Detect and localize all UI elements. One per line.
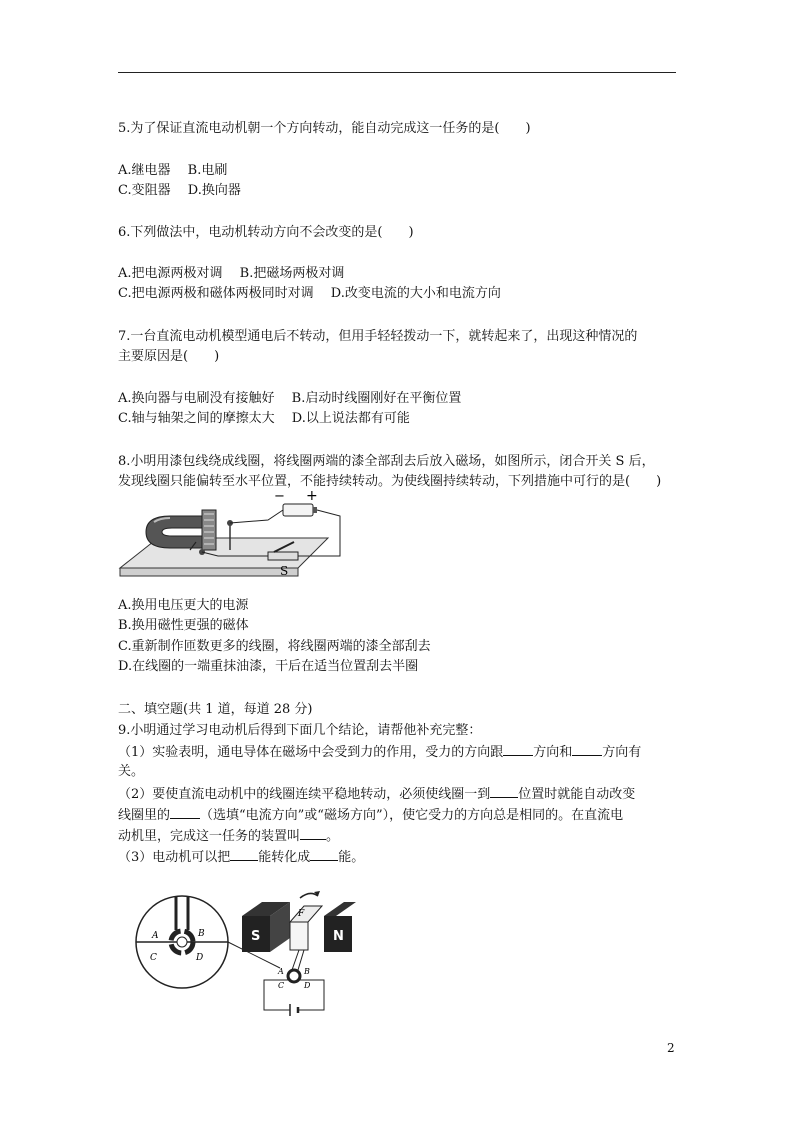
q9-part3-text-a: （3）电动机可以把 bbox=[118, 850, 231, 865]
answer-blank[interactable] bbox=[300, 827, 326, 840]
q9-part2-line2 bbox=[118, 806, 623, 824]
q8-option-c: C.重新制作匝数更多的线圈，将线圈两端的漆全部刮去 bbox=[118, 639, 431, 654]
q6-stem: 6.下列做法中，电动机转动方向不会改变的是( ) bbox=[118, 225, 414, 240]
answer-blank[interactable] bbox=[170, 806, 200, 819]
q5-stem: 5.为了保证直流电动机朝一个方向转动，能自动完成这一任务的是( ) bbox=[118, 121, 531, 136]
q7-stem-line2: 主要原因是( ) bbox=[118, 349, 220, 364]
q6-option-cd: C.把电源两极和磁体两极同时对调 D.改变电流的大小和电流方向 bbox=[118, 286, 501, 301]
q9-part3-line bbox=[118, 848, 364, 866]
q8-option-d: D.在线圈的一端重抹油漆，干后在适当位置刮去半圈 bbox=[118, 659, 419, 674]
q9-stem: 9.小明通过学习电动机后得到下面几个结论，请帮他补充完整： bbox=[118, 723, 482, 738]
q8-stem-line2: 发现线圈只能偏转至水平位置，不能持续转动。为使线圈持续转动，下列措施中可行的是( ) bbox=[118, 474, 662, 489]
terminal-label-b: B bbox=[304, 967, 310, 976]
q8-option-a: A.换用电压更大的电源 bbox=[118, 598, 249, 613]
q9-part2-text-f: 。 bbox=[326, 829, 340, 844]
q9-part2-text-b: 位置时就能自动改变 bbox=[518, 787, 636, 802]
q5-option-cd: C.变阻器 D.换向器 bbox=[118, 183, 241, 198]
header-rule bbox=[118, 72, 676, 73]
q9-part1-text-c: 方向有 bbox=[602, 745, 642, 760]
q9-part2-text-e: 动机里，完成这一任务的装置叫 bbox=[118, 829, 301, 844]
magnet-s-label: S bbox=[251, 929, 261, 944]
circle-label-c: C bbox=[150, 953, 157, 963]
q9-part1-line2: 关。 bbox=[118, 764, 145, 779]
q9-part2-text-c: 线圈里的 bbox=[118, 808, 171, 823]
q9-commutator-figure bbox=[132, 888, 362, 1016]
q7-option-cd: C.轴与轴架之间的摩擦太大 D.以上说法都有可能 bbox=[118, 411, 410, 426]
q8-option-b: B.换用磁性更强的磁体 bbox=[118, 618, 249, 633]
q8-stem-line1: 8.小明用漆包线绕成线圈，将线圈两端的漆全部刮去后放入磁场，如图所示，闭合开关 S 后， bbox=[118, 454, 655, 469]
q6-option-ab: A.把电源两极对调 B.把磁场两极对调 bbox=[118, 266, 345, 281]
q9-part1-text-a: （1）实验表明，通电导体在磁场中会受到力的作用，受力的方向跟 bbox=[118, 745, 504, 760]
section-heading: 二、填空题(共 1 道，每道 28 分) bbox=[118, 702, 313, 717]
q9-part1-text-b: 方向和 bbox=[533, 745, 573, 760]
q7-option-ab: A.换向器与电刷没有接触好 B.启动时线圈刚好在平衡位置 bbox=[118, 391, 462, 406]
answer-blank[interactable] bbox=[310, 848, 338, 861]
q9-part2-text-d: （选填“电流方向”或“磁场方向”），使它受力的方向总是相同的。在直流电 bbox=[200, 808, 624, 823]
force-label: F bbox=[298, 909, 305, 919]
q7-stem-line1: 7.一台直流电动机模型通电后不转动，但用手轻轻拨动一下，就转起来了，出现这种情况的 bbox=[118, 329, 638, 344]
answer-blank[interactable] bbox=[503, 743, 533, 756]
page-number: 2 bbox=[667, 1041, 675, 1055]
q9-part3-text-c: 能。 bbox=[338, 850, 365, 865]
magnet-n-label: N bbox=[333, 929, 344, 944]
circle-label-b: B bbox=[198, 929, 205, 939]
q9-part1-line1 bbox=[118, 743, 641, 761]
q9-part2-text-a: （2）要使直流电动机中的线圈连续平稳地转动，必须使线圈一到 bbox=[118, 787, 491, 802]
switch-label: S bbox=[280, 564, 289, 578]
circle-label-a: A bbox=[152, 931, 159, 941]
terminal-label-a: A bbox=[278, 967, 284, 976]
q8-motor-circuit-figure bbox=[118, 490, 348, 580]
battery-plus-label: + bbox=[306, 490, 318, 504]
q9-part2-line3 bbox=[118, 827, 339, 845]
battery-minus-label: − bbox=[274, 490, 285, 504]
circle-label-d: D bbox=[196, 953, 204, 963]
q9-part3-text-b: 能转化成 bbox=[258, 850, 311, 865]
terminal-label-d: D bbox=[304, 981, 311, 990]
answer-blank[interactable] bbox=[490, 785, 518, 798]
q5-option-ab: A.继电器 B.电刷 bbox=[118, 163, 228, 178]
q9-part2-line1 bbox=[118, 785, 635, 803]
answer-blank[interactable] bbox=[230, 848, 258, 861]
terminal-label-c: C bbox=[278, 981, 285, 990]
answer-blank[interactable] bbox=[572, 743, 602, 756]
